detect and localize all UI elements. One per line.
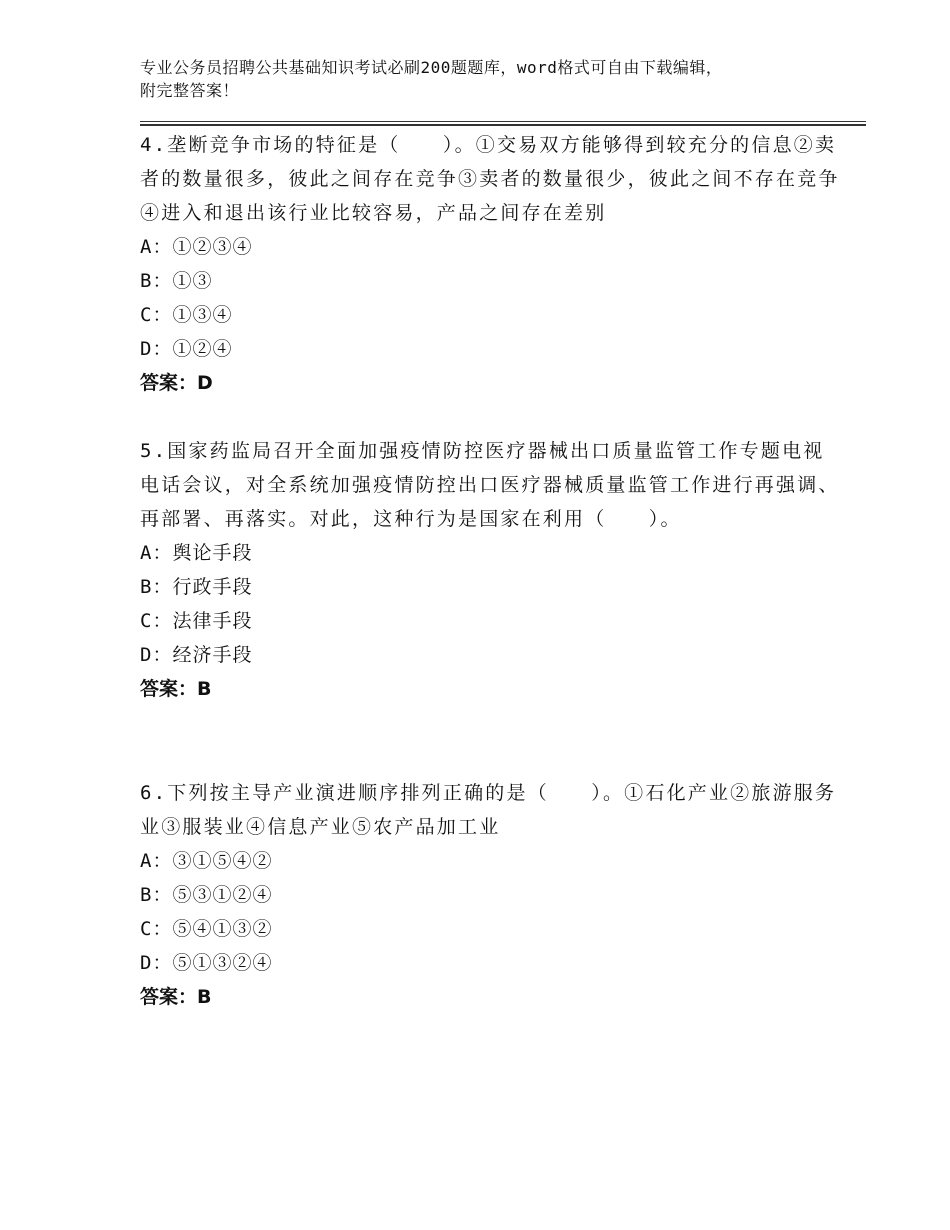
answer: 答案：B — [140, 986, 212, 1008]
option-a: A：①②③④ — [140, 236, 253, 258]
question-5 — [140, 434, 840, 706]
answer: 答案：B — [140, 678, 212, 700]
option-c: C：⑤④①③② — [140, 918, 273, 940]
option-d: D：经济手段 — [140, 644, 253, 666]
option-b: B：行政手段 — [140, 576, 253, 598]
question-stem: 4.垄断竞争市场的特征是（ ）。①交易双方能够得到较充分的信息②卖者的数量很多，彼此之间存在竞争③卖者的数量很少，彼此之间不存在竞争④进入和退出该行业比较容易，产品之间存在差别 — [140, 134, 840, 224]
header-line-2: 附完整答案！ — [140, 81, 240, 100]
option-b: B：①③ — [140, 270, 213, 292]
question-stem: 6.下列按主导产业演进顺序排列正确的是（ ）。①石化产业②旅游服务业③服装业④信息产业⑤农产品加工业 — [140, 782, 837, 838]
option-d: D：①②④ — [140, 338, 233, 360]
option-c: C：①③④ — [140, 304, 233, 326]
option-d: D：⑤①③②④ — [140, 952, 273, 974]
question-stem: 5.国家药监局召开全面加强疫情防控医疗器械出口质量监管工作专题电视电话会议，对全系统加强疫情防控出口医疗器械质量监管工作进行再强调、再部署、再落实。对此，这种行为是国家在利用（ ）。 — [140, 440, 840, 530]
option-a: A：③①⑤④② — [140, 850, 273, 872]
question-6 — [140, 776, 840, 1014]
header-divider-thick — [140, 124, 866, 126]
document-header — [140, 56, 860, 102]
header-line-1: 专业公务员招聘公共基础知识考试必刷200题题库，word格式可自由下载编辑， — [140, 58, 723, 77]
header-divider-thin — [140, 121, 866, 122]
answer: 答案：D — [140, 372, 213, 394]
option-a: A：舆论手段 — [140, 542, 253, 564]
option-c: C：法律手段 — [140, 610, 253, 632]
option-b: B：⑤③①②④ — [140, 884, 273, 906]
question-4 — [140, 128, 840, 400]
